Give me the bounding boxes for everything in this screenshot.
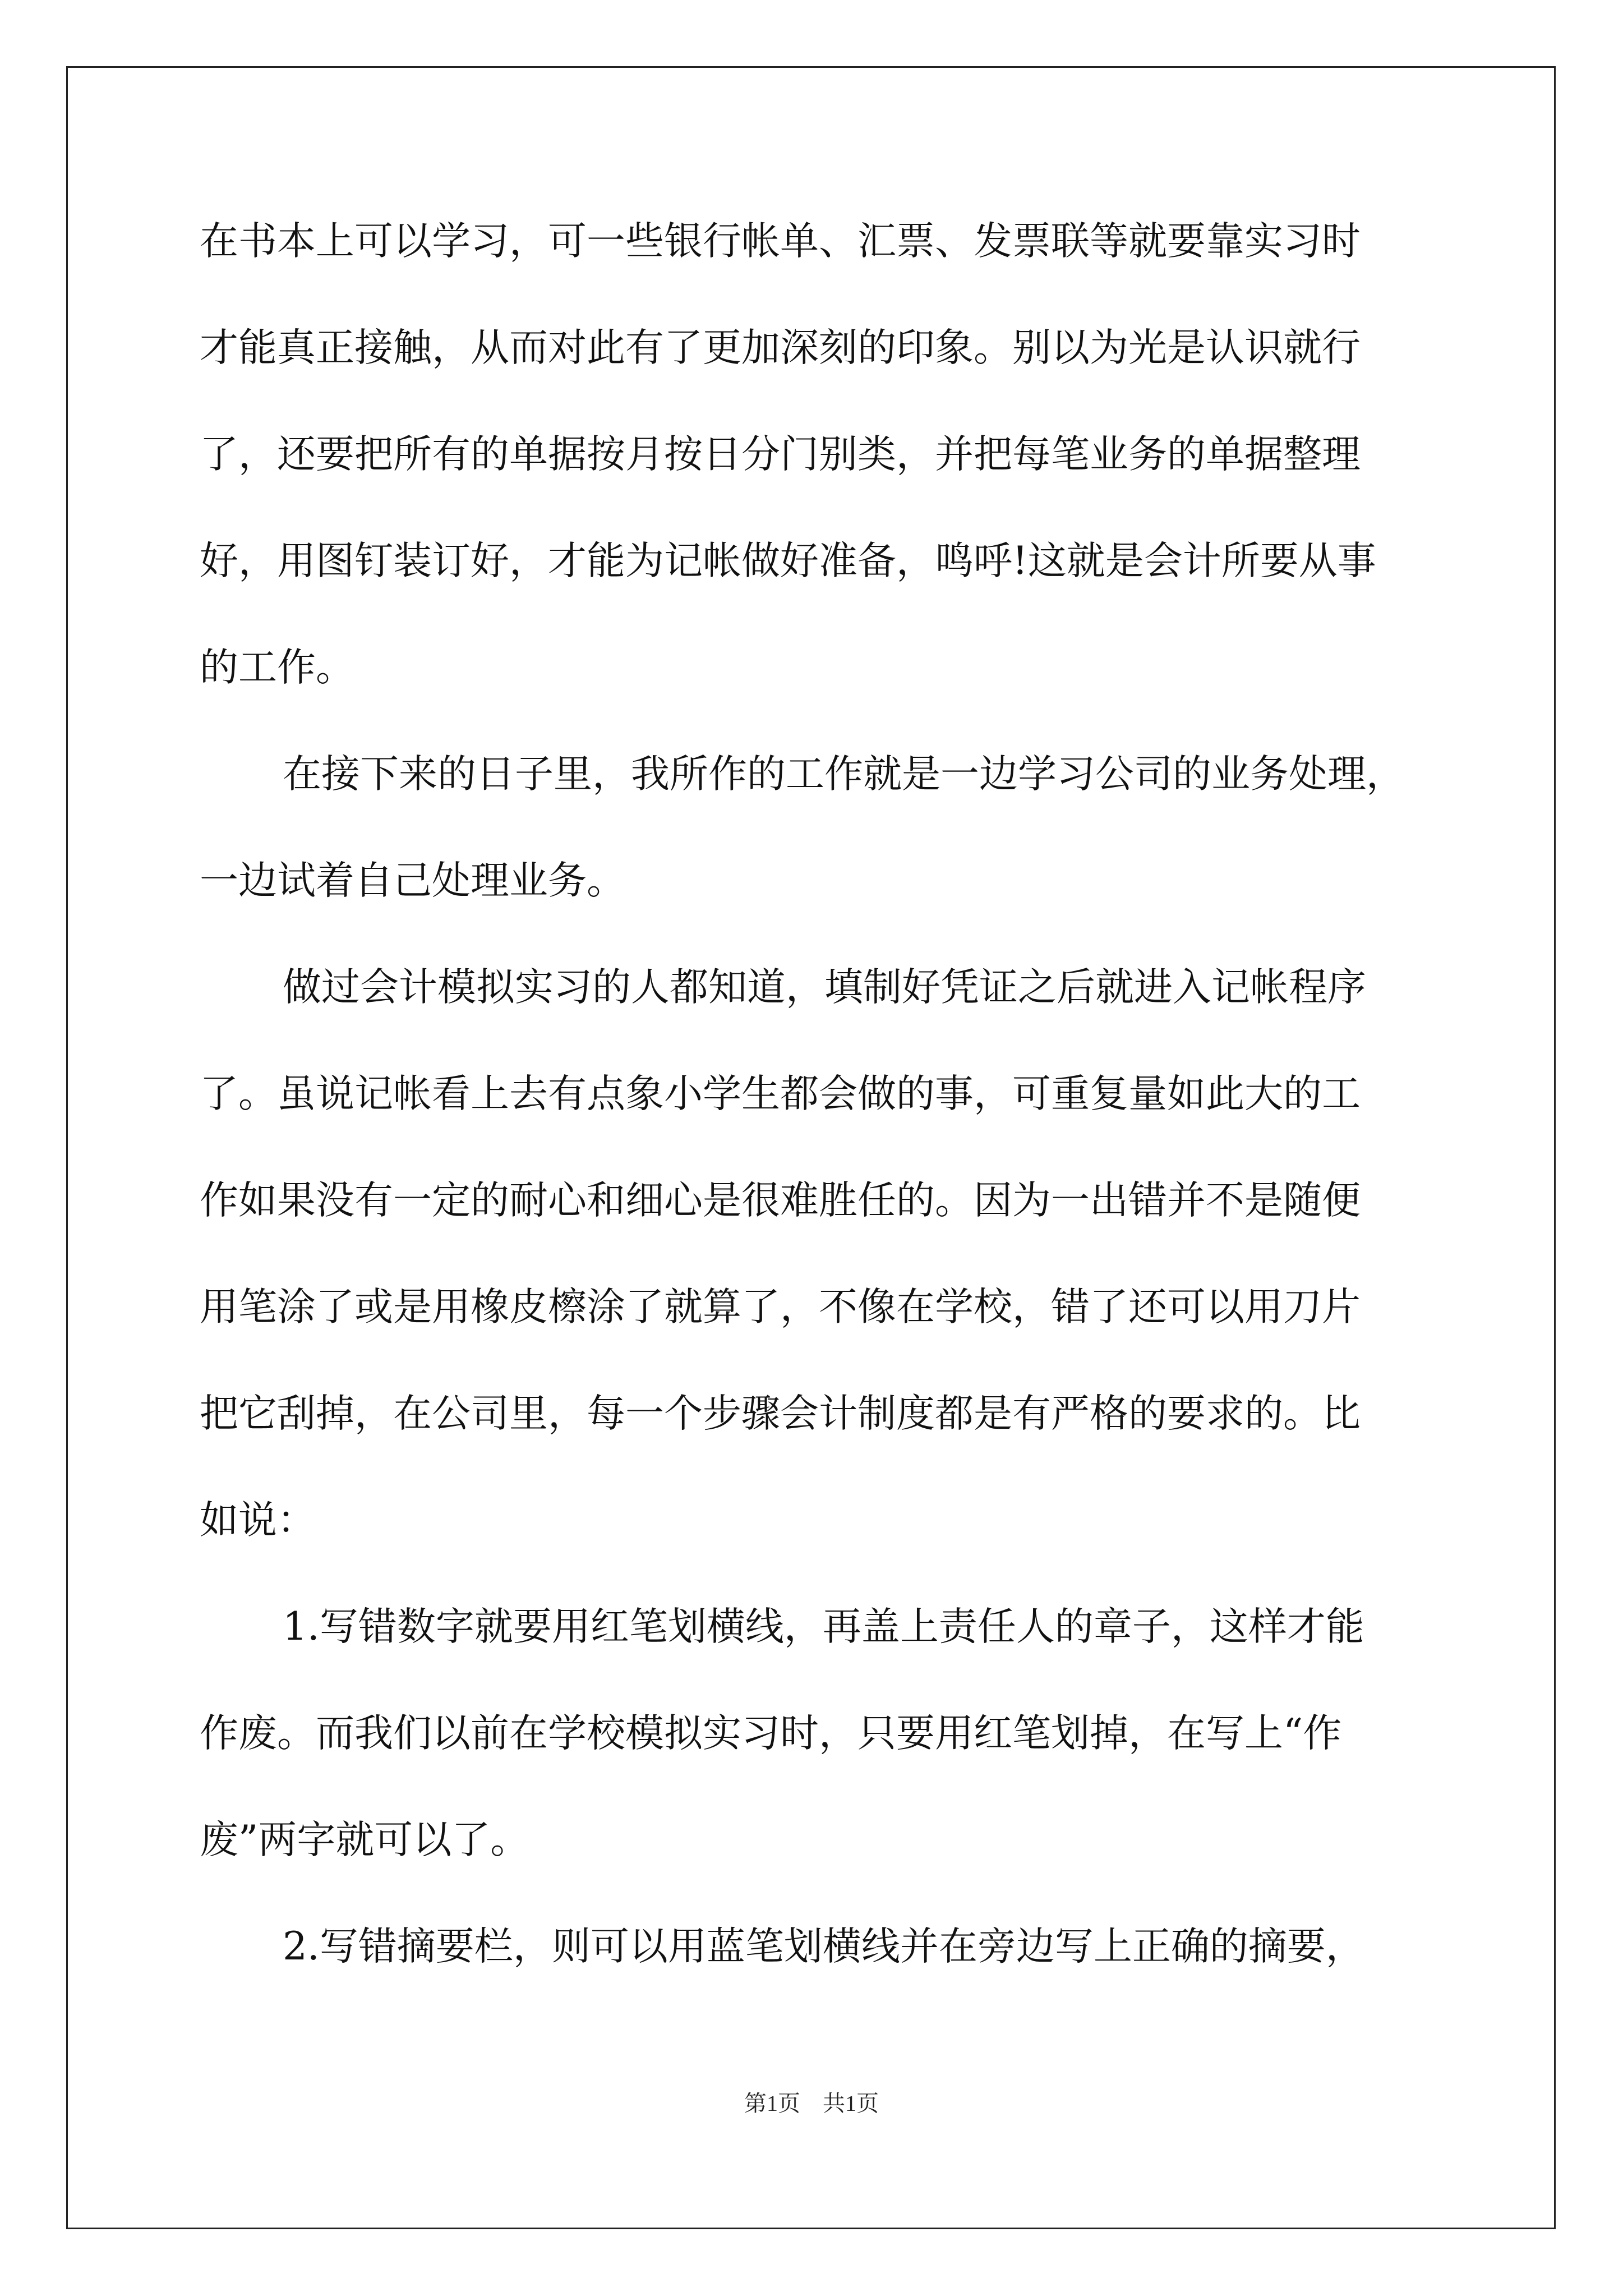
text-line: 废”两字就可以了。 xyxy=(200,1818,529,1862)
page-footer xyxy=(0,2087,1623,2120)
text-line: 一边试着自己处理业务。 xyxy=(200,858,625,903)
paragraph-start: 在接下来的日子里，我所作的工作就是一边学习公司的业务处理， xyxy=(283,752,1405,797)
text-line: 才能真正接触，从而对此有了更加深刻的印象。别以为光是认识就行 xyxy=(200,325,1361,370)
text-line: 用笔涂了或是用橡皮檫涂了就算了，不像在学校，错了还可以用刀片 xyxy=(200,1285,1361,1329)
text-line: 好，用图钉装订好，才能为记帐做好准备，鸣呼!这就是会计所要从事 xyxy=(200,539,1376,583)
list-item-2: 2.写错摘要栏，则可以用蓝笔划横线并在旁边写上正确的摘要， xyxy=(283,1924,1364,1969)
text-line: 如说： xyxy=(200,1498,316,1543)
page-number: 第1页 xyxy=(744,2091,800,2116)
text-line: 作如果没有一定的耐心和细心是很难胜任的。因为一出错并不是随便 xyxy=(200,1178,1361,1223)
text-line: 在书本上可以学习，可一些银行帐单、汇票、发票联等就要靠实习时 xyxy=(200,219,1361,264)
text-line: 的工作。 xyxy=(200,645,354,690)
text-line: 把它刮掉，在公司里，每一个步骤会计制度都是有严格的要求的。比 xyxy=(200,1391,1361,1436)
list-item-1: 1.写错数字就要用红笔划横线，再盖上责任人的章子，这样才能 xyxy=(283,1604,1364,1649)
page-total: 共1页 xyxy=(823,2091,879,2116)
text-line: 作废。而我们以前在学校模拟实习时，只要用红笔划掉，在写上“作 xyxy=(200,1711,1342,1756)
paragraph-start: 做过会计模拟实习的人都知道，填制好凭证之后就进入记帐程序 xyxy=(283,965,1366,1010)
text-line: 了。虽说记帐看上去有点象小学生都会做的事，可重复量如此大的工 xyxy=(200,1071,1361,1116)
text-line: 了，还要把所有的单据按月按日分门别类，并把每笔业务的单据整理 xyxy=(200,432,1361,477)
page-border xyxy=(66,66,1556,2229)
